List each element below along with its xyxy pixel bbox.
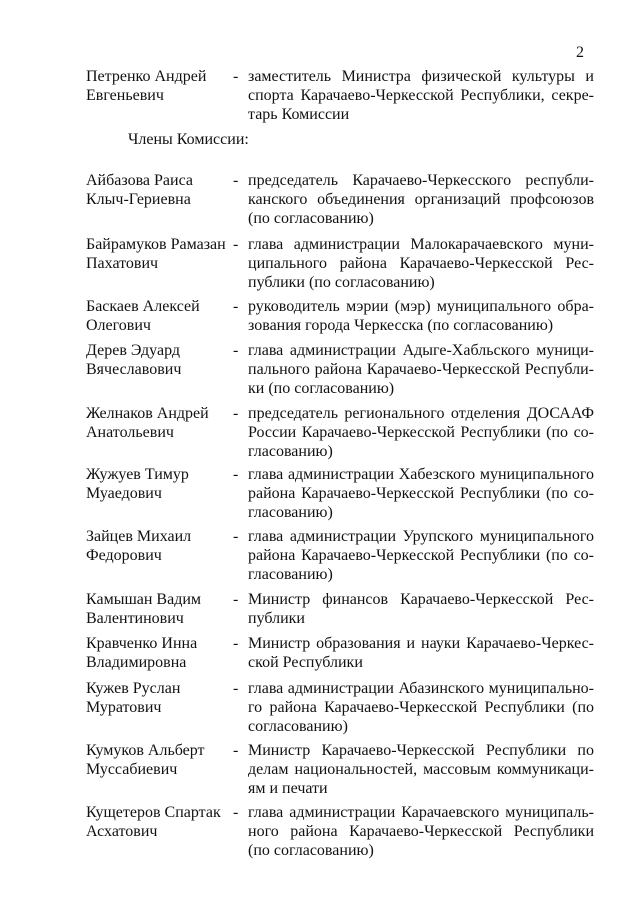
role-line: ской Республики xyxy=(248,654,363,671)
member-name-line: Жужуев Тимур xyxy=(86,466,189,483)
role-line: глава администрации Абазинского муниципально- xyxy=(248,680,594,697)
secretary-name xyxy=(86,67,239,105)
entry-dash: - xyxy=(233,68,239,85)
member-name xyxy=(86,341,239,379)
member-role xyxy=(248,404,594,461)
role-line: глава администрации Малокарачаевского муни- xyxy=(248,236,594,253)
member-name xyxy=(86,803,239,841)
member-role xyxy=(248,297,594,335)
member-name-line: Федорович xyxy=(86,547,162,564)
role-line: Министр Карачаево-Черкесской Республики по xyxy=(248,742,594,759)
role-line: председатель Карачаево-Черкесского республи- xyxy=(248,172,594,189)
member-name xyxy=(86,297,239,335)
entry-dash: - xyxy=(233,236,239,253)
secretary-name-line: Евгеньевич xyxy=(86,87,164,104)
member-name-line: Кущетеров Спартак xyxy=(86,804,221,821)
member-name-line: Кравченко Инна xyxy=(86,635,198,652)
role-line: (по согласованию) xyxy=(248,842,374,859)
member-name xyxy=(86,465,239,503)
member-name-line: Клыч-Гериевна xyxy=(86,191,191,208)
role-line: района Карачаево-Черкесской Республики (по со- xyxy=(248,547,594,564)
role-line: глава администрации Хабезского муниципального xyxy=(248,466,594,483)
role-line: тарь Комиссии xyxy=(248,106,350,123)
member-role xyxy=(248,235,594,292)
member-role xyxy=(248,465,594,522)
member-role xyxy=(248,634,594,672)
role-line: делам национальностей, массовым коммуникаци- xyxy=(248,761,594,778)
member-role xyxy=(248,679,594,736)
member-name-line: Зайцев Михаил xyxy=(86,528,192,545)
role-line: глава администрации Карачаевского муниципаль- xyxy=(248,804,594,821)
entry-dash: - xyxy=(233,466,239,483)
entry-dash: - xyxy=(233,680,239,697)
entry-dash: - xyxy=(233,528,239,545)
role-line: гласованию) xyxy=(248,566,333,583)
role-line: председатель регионального отделения ДОСААФ xyxy=(248,405,594,422)
member-name-line: Асхатович xyxy=(86,823,158,840)
role-line: публики (по согласованию) xyxy=(248,274,435,291)
member-name xyxy=(86,634,239,672)
member-role xyxy=(248,741,594,798)
member-name xyxy=(86,235,239,273)
role-line: России Карачаево-Черкесской Республики (по со- xyxy=(248,424,594,441)
secretary-role xyxy=(248,67,594,124)
member-name-line: Муаедович xyxy=(86,485,162,502)
member-name-line: Владимировна xyxy=(86,654,187,671)
role-line: согласованию) xyxy=(248,718,348,735)
member-name-line: Анатольевич xyxy=(86,424,174,441)
member-role xyxy=(248,803,594,860)
role-line: района Карачаево-Черкесской Республики (по со- xyxy=(248,485,594,502)
member-name-line: Муссабиевич xyxy=(86,761,178,778)
member-name-line: Олегович xyxy=(86,317,151,334)
role-line: глава администрации Урупского муниципального xyxy=(248,528,594,545)
member-role xyxy=(248,341,594,398)
role-line: ципального района Карачаево-Черкесской Рес- xyxy=(248,255,594,272)
member-name-line: Байрамуков Рамазан xyxy=(86,236,226,253)
member-name xyxy=(86,527,239,565)
member-role xyxy=(248,590,594,628)
entry-dash: - xyxy=(233,172,239,189)
role-line: спорта Карачаево-Черкесской Республики, секре- xyxy=(248,87,594,104)
role-line: руководитель мэрии (мэр) муниципального обра- xyxy=(248,298,594,315)
role-line: ям и печати xyxy=(248,780,328,797)
member-role xyxy=(248,171,594,228)
secretary-name-line: Петренко Андрей xyxy=(86,68,207,85)
role-line: Министр образования и науки Карачаево-Черкес- xyxy=(248,635,594,652)
role-line: глава администрации Адыге-Хабльского муници- xyxy=(248,342,594,359)
entry-dash: - xyxy=(233,804,239,821)
role-line: заместитель Министра физической культуры и xyxy=(248,68,594,85)
member-name-line: Кумуков Альберт xyxy=(86,742,205,759)
member-name-line: Кужев Руслан xyxy=(86,680,181,697)
entry-dash: - xyxy=(233,298,239,315)
member-name-line: Вячеславович xyxy=(86,361,182,378)
member-name xyxy=(86,679,239,717)
member-name xyxy=(86,590,239,628)
member-name-line: Баскаев Алексей xyxy=(86,298,200,315)
role-line: ки (по согласованию) xyxy=(248,380,395,397)
member-name-line: Камышан Вадим xyxy=(86,591,202,608)
role-line: пального района Карачаево-Черкесской Республи- xyxy=(248,361,594,378)
entry-dash: - xyxy=(233,405,239,422)
member-name-line: Дерев Эдуард xyxy=(86,342,180,359)
role-line: гласованию) xyxy=(248,504,333,521)
member-role xyxy=(248,527,594,584)
role-line: го района Карачаево-Черкесской Республики (по xyxy=(248,699,594,716)
role-line: гласованию) xyxy=(248,443,333,460)
page-number: 2 xyxy=(576,44,584,61)
member-name-line: Айбазова Раиса xyxy=(86,172,193,189)
member-name xyxy=(86,741,239,779)
entry-dash: - xyxy=(233,342,239,359)
role-line: публики xyxy=(248,610,305,627)
member-name xyxy=(86,404,239,442)
role-line: зования города Черкесска (по согласованию) xyxy=(248,317,554,334)
member-name-line: Валентинович xyxy=(86,610,184,627)
entry-dash: - xyxy=(233,635,239,652)
entry-dash: - xyxy=(233,742,239,759)
member-name-line: Муратович xyxy=(86,699,162,716)
member-name-line: Желнаков Андрей xyxy=(86,405,209,422)
role-line: (по согласованию) xyxy=(248,210,374,227)
entry-dash: - xyxy=(233,591,239,608)
role-line: Министр финансов Карачаево-Черкесской Рес- xyxy=(248,591,594,608)
members-heading: Члены Комиссии: xyxy=(128,131,249,148)
role-line: ного района Карачаево-Черкесской Республики xyxy=(248,823,594,840)
member-name-line: Пахатович xyxy=(86,255,159,272)
role-line: канского объединения организаций профсоюзов xyxy=(248,191,594,208)
member-name xyxy=(86,171,239,209)
